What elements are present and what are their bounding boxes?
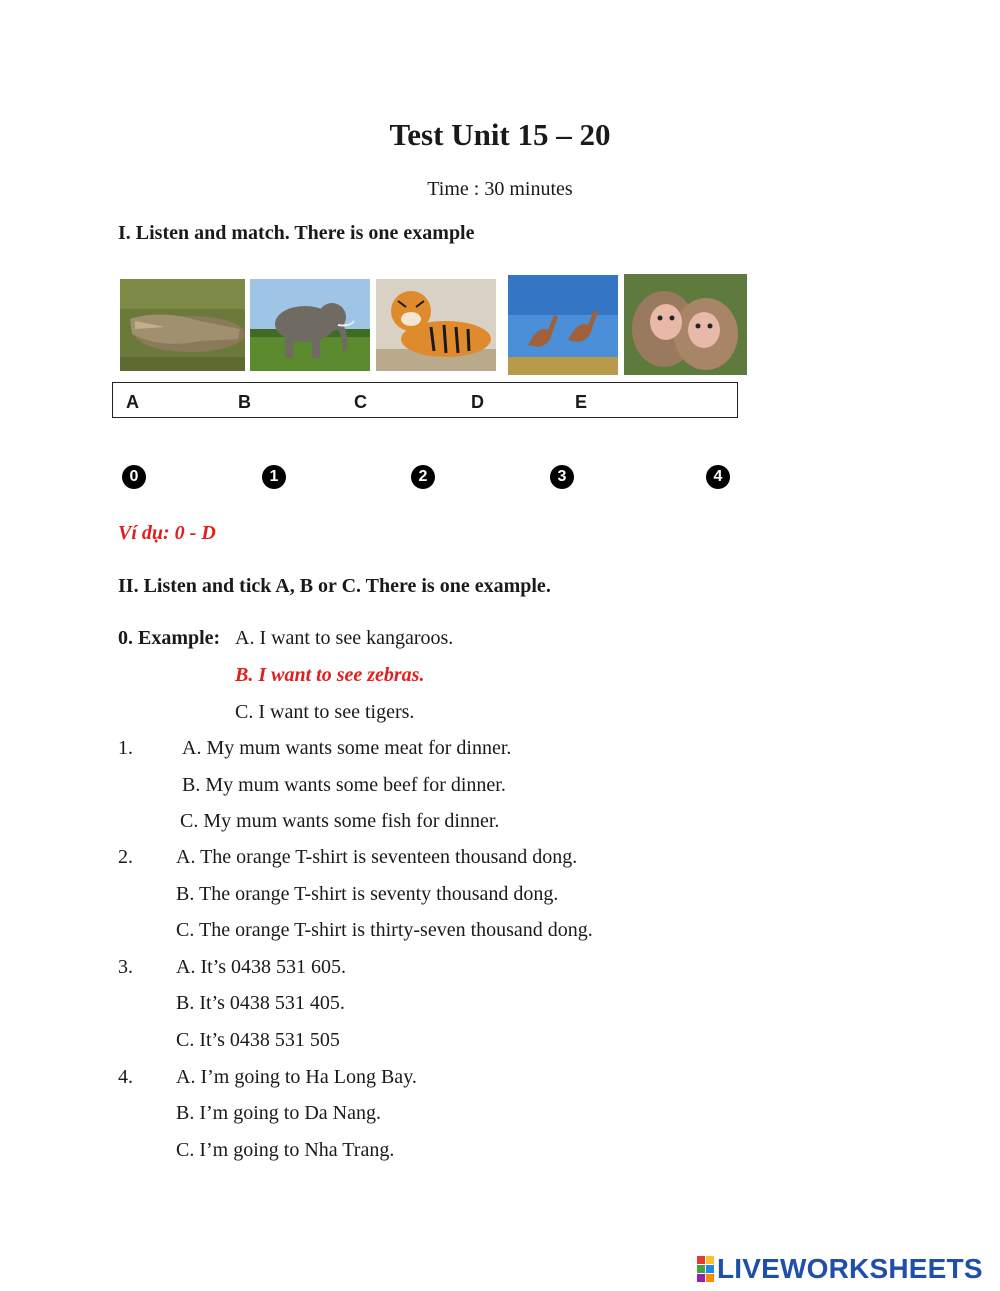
section1-heading: I. Listen and match. There is one example (118, 222, 475, 244)
liveworksheets-logo[interactable] (697, 1253, 983, 1285)
match-number-3[interactable]: 3 (550, 465, 574, 489)
question-number: 3. (118, 956, 133, 978)
question-number: 2. (118, 846, 133, 868)
match-number-4[interactable]: 4 (706, 465, 730, 489)
crocodile-photo (120, 279, 245, 371)
q2-option-c[interactable]: C. The orange T-shirt is thirty-seven thousand dong. (176, 919, 593, 941)
match-number-1[interactable]: 1 (262, 465, 286, 489)
q2-option-b[interactable]: B. The orange T-shirt is seventy thousand dong. (176, 883, 559, 905)
match-example: Ví dụ: 0 - D (118, 522, 216, 544)
q4-option-c[interactable]: C. I’m going to Nha Trang. (176, 1139, 395, 1161)
page-title: Test Unit 15 – 20 (389, 117, 611, 152)
letter-b: B (238, 392, 251, 412)
q4-option-b[interactable]: B. I’m going to Da Nang. (176, 1102, 381, 1124)
question-number: 4. (118, 1066, 133, 1088)
q1-option-c[interactable]: C. My mum wants some fish for dinner. (180, 810, 500, 832)
letter-a: A (126, 392, 139, 412)
letter-e: E (575, 392, 588, 412)
match-number-0[interactable]: 0 (122, 465, 146, 489)
q3-option-a[interactable]: A. It’s 0438 531 605. (176, 956, 346, 978)
tiger-photo (376, 279, 496, 371)
letter-d: D (471, 392, 484, 412)
q1-option-b[interactable]: B. My mum wants some beef for dinner. (182, 774, 506, 796)
q3-option-b[interactable]: B. It’s 0438 531 405. (176, 992, 345, 1014)
letter-c: C (354, 392, 367, 412)
q4-option-a[interactable]: A. I’m going to Ha Long Bay. (176, 1066, 417, 1088)
letters-box (112, 382, 738, 418)
logo-text: LIVEWORKSHEETS (717, 1253, 983, 1284)
q2-option-a[interactable]: A. The orange T-shirt is seventeen thousand dong. (176, 846, 578, 868)
example-option-a[interactable]: A. I want to see kangaroos. (235, 627, 454, 649)
match-number-2[interactable]: 2 (411, 465, 435, 489)
section2-heading: II. Listen and tick A, B or C. There is one example. (118, 575, 551, 597)
example-option-b[interactable]: B. I want to see zebras. (235, 664, 425, 686)
time-limit: Time : 30 minutes (427, 178, 573, 200)
kangaroos-photo (508, 275, 618, 375)
q3-option-c[interactable]: C. It’s 0438 531 505 (176, 1029, 340, 1051)
monkeys-photo (624, 274, 747, 375)
question-number: 1. (118, 737, 133, 759)
elephant-photo (250, 279, 370, 371)
q1-option-a[interactable]: A. My mum wants some meat for dinner. (182, 737, 512, 759)
example-label: 0. Example: (118, 627, 221, 649)
example-option-c[interactable]: C. I want to see tigers. (235, 701, 415, 723)
logo-blocks-icon (697, 1256, 714, 1282)
